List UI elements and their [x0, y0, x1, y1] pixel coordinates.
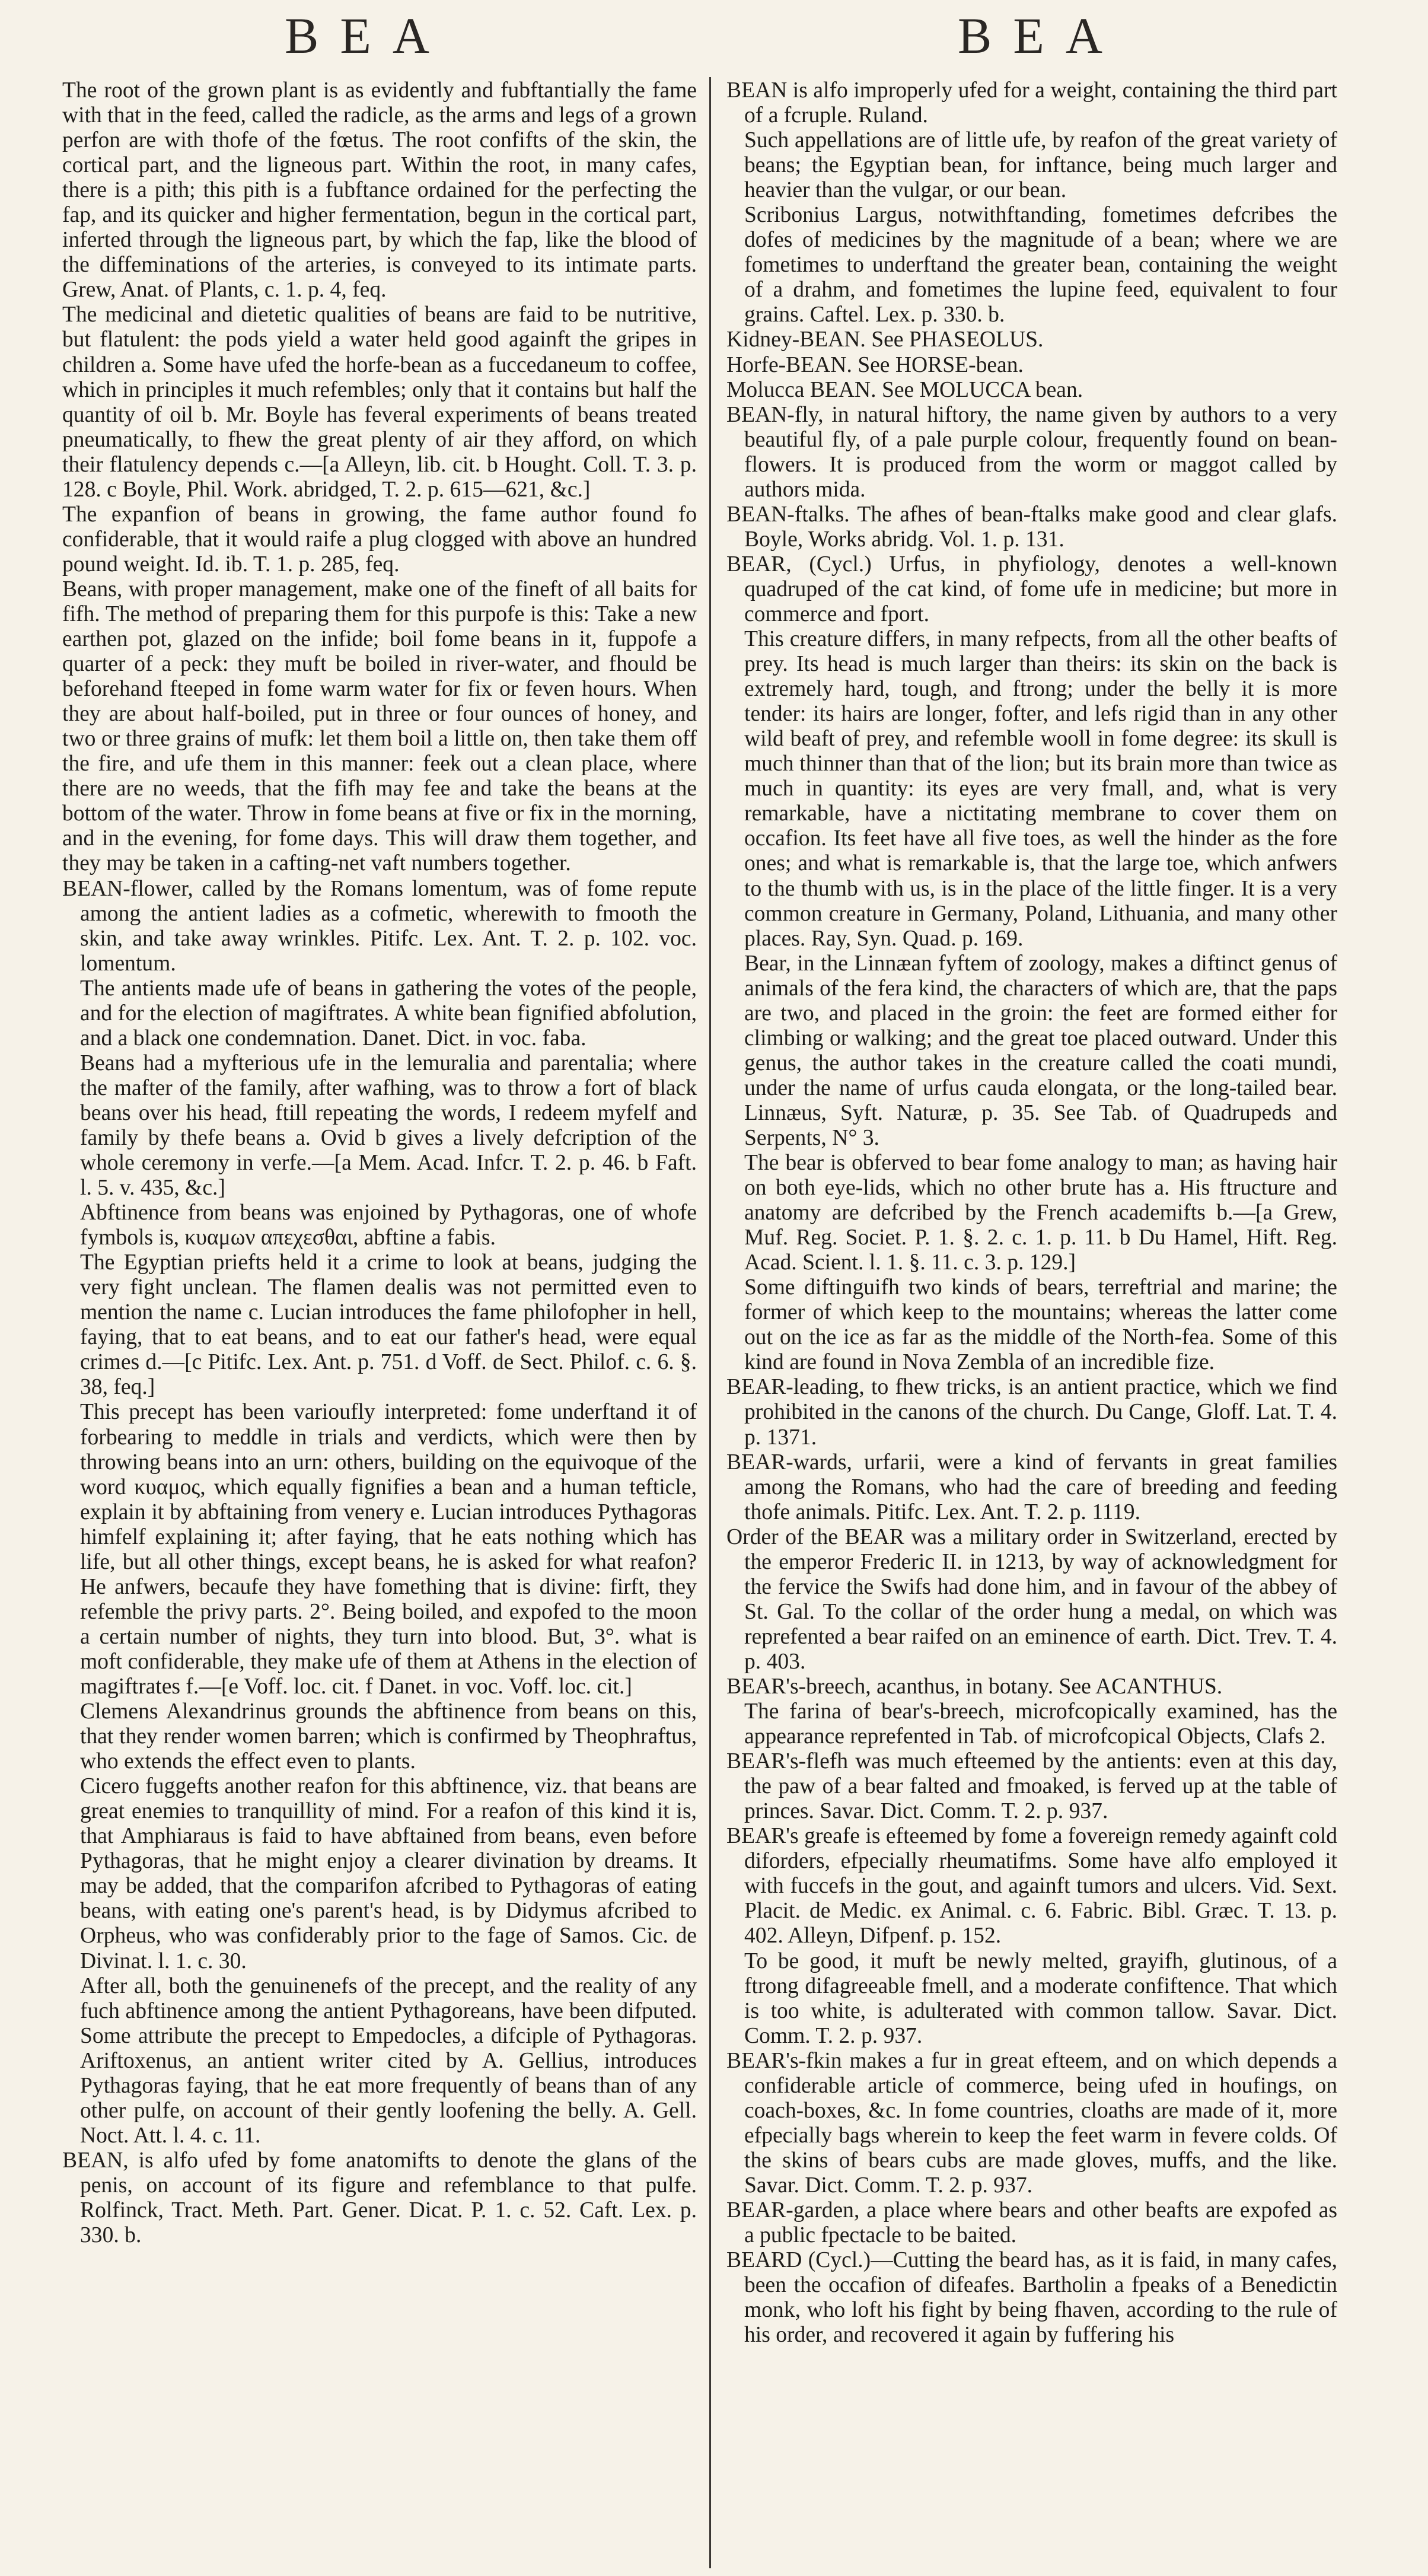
left-column	[62, 78, 697, 2248]
entry-bean-weight: BEAN is alfo improperly ufed for a weight, containing the third part of a fcruple. Ruland.	[726, 78, 1337, 128]
paragraph: The farina of bear's-breech, microfcopically examined, has the appearance reprefented in Tab. of microfcopical Objects, Clafs 2.	[744, 1699, 1337, 1749]
paragraph: This creature differs, in many refpects, from all the other beafts of prey. Its head is much larger than theirs: its skin on the back is extremely hard, tough, and ftrong; under the belly it is more tender: its hairs are longer, fofter, and lefs rigid than in any other wild beaft of prey, and refemble wooll in fome degree: its skull is much thinner than that of the lion; but its brain more than twice as much in quantity: its eyes are very fmall, and, what is very remarkable, have a nictitating membrane to cover them on occafion. Its feet have all five toes, as well the hinder as the fore ones; and what is remarkable is, that the large toe, which anfwers to the thumb with us, is in the place of the little finger. It is a very common creature in Germany, Poland, Lithuania, and many other places. Ray, Syn. Quad. p. 169.	[744, 627, 1337, 951]
right-column	[726, 78, 1337, 2348]
entry-bean-stalks: BEAN-ftalks. The afhes of bean-ftalks make good and clear glafs. Boyle, Works abridg. Vol. 1. p. 131.	[726, 502, 1337, 552]
paragraph: The antients made ufe of beans in gathering the votes of the people, and for the election of magiftrates. A white bean fignified abfolution, and a black one condemnation. Danet. Dict. in voc. faba.	[80, 976, 697, 1050]
entry-order-of-the-bear: Order of the BEAR was a military order in Switzerland, erected by the emperor Frederic II. in 1213, by way of acknowledgment for the fervice the Swifs had done him, and in favour of the abbey of St. Gal. To the collar of the order hung a medal, on which was reprefented a bear raifed on an eminence of earth. Dict. Trev. T. 4. p. 403.	[726, 1524, 1337, 1674]
running-head-right: BEA	[958, 7, 1124, 64]
entry-bear-wards: BEAR-wards, urfarii, were a kind of fervants in great families among the Romans, who had the care of breeding and feeding thofe animals. Pitifc. Lex. Ant. T. 2. p. 1119.	[726, 1450, 1337, 1524]
entry-bear: BEAR, (Cycl.) Urfus, in phyfiology, denotes a well-known quadruped of the cat kind, of fome ufe in medicine; but more in commerce and fport.	[726, 552, 1337, 626]
entry-molucca-bean: Molucca BEAN. See MOLUCCA bean.	[726, 377, 1083, 402]
paragraph: The expanfion of beans in growing, the fame author found fo confiderable, that it would raife a plug clogged with above an hundred pound weight. Id. ib. T. 1. p. 285, feq.	[62, 502, 697, 577]
entry-bears-skin: BEAR's-fkin makes a fur in great efteem, and on which depends a confiderable article of commerce, being ufed in houfings, on coach-boxes, &c. In fome countries, cloaths are made of it, more efpecially bags wherein to keep the feet warm in fevere colds. Of the skins of bears cubs are made gloves, muffs, and the like. Savar. Dict. Comm. T. 2. p. 937.	[726, 2048, 1337, 2198]
paragraph: Bear, in the Linnæan fyftem of zoology, makes a diftinct genus of animals of the fera kind, the characters of which are, that the paps are two, and placed in the groin: the feet are formed either for climbing or walking; and the great toe placed outward. Under this genus, the author takes in the creature called the coati mundi, under the name of urfus cauda elongata, or the long-tailed bear. Linnæus, Syft. Naturæ, p. 35. See Tab. of Quadrupeds and Serpents, N° 3.	[744, 951, 1337, 1150]
entry-bean-glans: BEAN, is alfo ufed by fome anatomifts to denote the glans of the penis, on account of its figure and refemblance to that pulfe. Rolfinck, Tract. Meth. Part. Gener. Dicat. P. 1. c. 52. Caft. Lex. p. 330. b.	[62, 2148, 697, 2248]
paragraph: The Egyptian priefts held it a crime to look at beans, judging the very fight unclean. The flamen dealis was not permitted even to mention the name c. Lucian introduces the fame philofopher in hell, faying, that to eat beans, and to eat our father's head, were equal crimes d.—[c Pitifc. Lex. Ant. p. 751. d Voff. de Sect. Philof. c. 6. §. 38, feq.]	[80, 1250, 697, 1400]
entry-bear-leading: BEAR-leading, to fhew tricks, is an antient practice, which we find prohibited in the canons of the church. Du Cange, Gloff. Lat. T. 4. p. 1371.	[726, 1375, 1337, 1450]
paragraph: Abftinence from beans was enjoined by Pythagoras, one of whofe fymbols is, κυαμων απεχεσθαι, abftine a fabis.	[80, 1201, 697, 1250]
column-rule	[709, 77, 711, 2568]
paragraph: Clemens Alexandrinus grounds the abftinence from beans on this, that they render women barren; which is confirmed by Theophraftus, who extends the effect even to plants.	[80, 1699, 697, 1774]
entry-bears-grease: BEAR's greafe is efteemed by fome a fovereign remedy againft cold diforders, efpecially rheumatifms. Some have alfo employed it with fuccefs in the gout, and againft tumors and ulcers. Vid. Sext. Placit. de Medic. ex Animal. c. 6. Fabric. Bibl. Græc. T. 13. p. 402. Alleyn, Difpenf. p. 152.	[726, 1824, 1337, 1948]
entry-horse-bean: Horfe-BEAN. See HORSE-bean.	[726, 352, 1024, 377]
paragraph: Such appellations are of little ufe, by reafon of the great variety of beans; the Egyptian bean, for inftance, being much larger and heavier than the vulgar, or our bean.	[744, 128, 1337, 203]
paragraph: To be good, it muft be newly melted, grayifh, glutinous, of a ftrong difagreeable fmell, and a moderate confiftence. That which is too white, is adulterated with common tallow. Savar. Dict. Comm. T. 2. p. 937.	[744, 1948, 1337, 2048]
running-head-left: BEA	[285, 7, 451, 64]
paragraph: After all, both the genuinenefs of the precept, and the reality of any fuch abftinence among the antient Pythagoreans, have been difputed. Some attribute the precept to Empedocles, a difciple of Pythagoras. Ariftoxenus, an antient writer cited by A. Gellius, introduces Pythagoras faying, that he eat more frequently of beans than of any other pulfe, on account of their gently loofening the belly. A. Gell. Noct. Att. l. 4. c. 11.	[80, 1973, 697, 2148]
paragraph: The bear is obferved to bear fome analogy to man; as having hair on both eye-lids, which no other brute has a. His ftructure and anatomy are defcribed by the French academifts b.—[a Grew, Muf. Reg. Societ. P. 1. §. 2. c. 1. p. 11. b Du Hamel, Hift. Reg. Acad. Scient. l. 1. §. 11. c. 3. p. 129.]	[744, 1151, 1337, 1275]
paragraph: The root of the grown plant is as evidently and fubftantially the fame with that in the feed, called the radicle, as the arms and legs of a grown perfon are with thofe of the fœtus. The root confifts of the skin, the cortical part, and the ligneous part. Within the root, in many cafes, there is a pith; this pith is a fubftance ordained for the perfecting the fap, and its quicker and higher fermentation, begun in the cortical part, inferted through the ligneous part, by which the fap, like the blood of the diffeminations of the arteries, is conveyed to its intimate parts. Grew, Anat. of Plants, c. 1. p. 4, feq.	[62, 78, 697, 303]
entry-kidney-bean: Kidney-BEAN. See PHASEOLUS.	[726, 327, 1044, 352]
entry-bears-flesh: BEAR's-flefh was much efteemed by the antients: even at this day, the paw of a bear falted and fmoaked, is ferved up at the table of princes. Savar. Dict. Comm. T. 2. p. 937.	[726, 1749, 1337, 1824]
paragraph: Beans, with proper management, make one of the fineft of all baits for fifh. The method of preparing them for this purpofe is this: Take a new earthen pot, glazed on the infide; boil fome beans in it, fuppofe a quarter of a peck: they muft be boiled in river-water, and fhould be beforehand fteeped in fome warm water for fix or feven hours. When they are about half-boiled, put in three or four ounces of honey, and two or three grains of mufk: let them boil a little on, then take them off the fire, and ufe them in this manner: feek out a clean place, where there are no weeds, that the fifh may fee and take the beans at the bottom of the water. Throw in fome beans at five or fix in the morning, and in the evening, for fome days. This will draw them together, and they may be taken in a cafting-net vaft numbers together.	[62, 577, 697, 876]
paragraph: This precept has been varioufly interpreted: fome underftand it of forbearing to meddle in trials and verdicts, which were then by throwing beans into an urn: others, building on the equivoque of the word κυαμος, which equally fignifies a bean and a human tefticle, explain it by abftaining from venery e. Lucian introduces Pythagoras himfelf explaining it; after faying, that he eats nothing which has life, but all other things, except beans, he is asked for what reafon? He anfwers, becaufe they have fomething that is divine: firft, they refemble the privy parts. 2°. Being boiled, and expofed to the moon a certain number of nights, they turn into blood. But, 3°. what is moft confiderable, they make ufe of them at Athens in the election of magiftrates f.—[e Voff. loc. cit. f Danet. in voc. Voff. loc. cit.]	[80, 1400, 697, 1699]
paragraph: The medicinal and dietetic qualities of beans are faid to be nutritive, but flatulent: the pods yield a water held good againft the gripes in children a. Some have ufed the horfe-bean as a fuccedaneum to coffee, which in principles it much refembles; only that it contains but half the quantity of oil b. Mr. Boyle has feveral experiments of beans treated pneumatically, to fhew the great plenty of air they afford, on which their flatulency depends c.—[a Alleyn, lib. cit. b Hought. Coll. T. 3. p. 128. c Boyle, Phil. Work. abridged, T. 2. p. 615—621, &c.]	[62, 303, 697, 502]
paragraph: Cicero fuggefts another reafon for this abftinence, viz. that beans are great enemies to tranquillity of mind. For a reafon of this kind it is, that Amphiaraus is faid to have abftained from beans, even before Pythagoras, that he might enjoy a clearer divination by dreams. It may be added, that the comparifon afcribed to Pythagoras of eating beans, with eating one's parent's head, is by Didymus afcribed to Orpheus, who was confiderably prior to the fage of Samos. Cic. de Divinat. l. 1. c. 30.	[80, 1774, 697, 1973]
entry-bears-breech: BEAR's-breech, acanthus, in botany. See ACANTHUS.	[726, 1674, 1223, 1699]
paragraph: Some diftinguifh two kinds of bears, terreftrial and marine; the former of which keep to the mountains; whereas the latter come out on the ice as far as the middle of the North-fea. Some of this kind are found in Nova Zembla of an incredible fize.	[744, 1275, 1337, 1375]
paragraph: Scribonius Largus, notwithftanding, fometimes defcribes the dofes of medicines by the magnitude of a bean; where we are fometimes to underftand the greater bean, containing the weight of a drahm, and fometimes the lupine feed, equivalent to four grains. Caftel. Lex. p. 330. b.	[744, 203, 1337, 327]
entry-bear-garden: BEAR-garden, a place where bears and other beafts are expofed as a public fpectacle to be baited.	[726, 2198, 1337, 2248]
paragraph: Beans had a myfterious ufe in the lemuralia and parentalia; where the mafter of the family, after wafhing, was to throw a fort of black beans over his head, ftill repeating the words, I redeem myfelf and family by thefe beans a. Ovid b gives a lively defcription of the whole ceremony in verfe.—[a Mem. Acad. Infcr. T. 2. p. 46. b Faft. l. 5. v. 435, &c.]	[80, 1050, 697, 1201]
entry-bean-flower: BEAN-flower, called by the Romans lomentum, was of fome repute among the antient ladies as a cofmetic, wherewith to fmooth the skin, and take away wrinkles. Pitifc. Lex. Ant. T. 2. p. 102. voc. lomentum.	[62, 876, 697, 976]
entry-beard: BEARD (Cycl.)—Cutting the beard has, as it is faid, in many cafes, been the occafion of difeafes. Bartholin a fpeaks of a Benedictin monk, who loft his fight by being fhaven, according to the rule of his order, and recovered it again by fuffering his	[726, 2248, 1337, 2348]
entry-bean-fly: BEAN-fly, in natural hiftory, the name given by authors to a very beautiful fly, of a pale purple colour, frequently found on bean-flowers. It is produced from the worm or maggot called by authors mida.	[726, 402, 1337, 502]
